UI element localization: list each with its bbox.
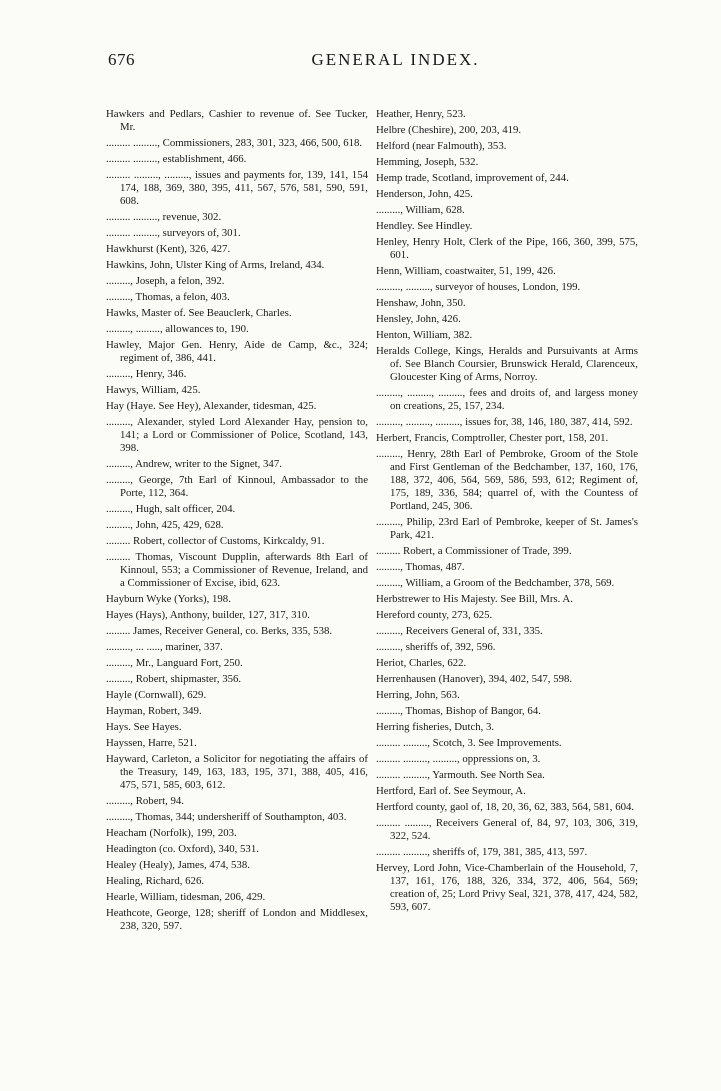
index-entry: Herbstrewer to His Majesty. See Bill, Mrs. A. [376,593,573,605]
index-entry: Hawks, Master of. See Beauclerk, Charles. [106,307,292,319]
index-entry: ......... ........., Yarmouth. See North Sea. [376,769,545,781]
index-entry: Hayes (Hays), Anthony, builder, 127, 317, 310. [106,609,310,621]
index-entry: Henn, William, coastwaiter, 51, 199, 426. [376,265,556,277]
index-entry: Hawkins, John, Ulster King of Arms, Ireland, 434. [106,259,325,271]
index-entry: Hawys, William, 425. [106,384,201,396]
index-entry: ........., Andrew, writer to the Signet, 347. [106,458,282,470]
index-entry: Healey (Healy), James, 474, 538. [106,859,250,871]
index-entry: Hay (Haye. See Hey), Alexander, tidesman, 425. [106,400,317,412]
index-entry: ........., Thomas, 487. [376,561,465,573]
index-entry: ........., Robert, 94. [106,795,184,807]
index-entry: ........., ........., ........., fees and droits of, and largess money on creations, 25, 157, 234. [376,387,638,412]
index-entry: ........., George, 7th Earl of Kinnoul, Ambassador to the Porte, 112, 364. [106,474,368,499]
index-entry: Hayle (Cornwall), 629. [106,689,207,701]
index-entry: Hemp trade, Scotland, improvement of, 244. [376,172,569,184]
index-entry: Henley, Henry Holt, Clerk of the Pipe, 166, 360, 399, 575, 601. [376,236,638,261]
index-entry: ........., Philip, 23rd Earl of Pembroke, keeper of St. James's Park, 421. [376,516,638,541]
index-entry: Herring fisheries, Dutch, 3. [376,721,495,733]
index-entry: Hayward, Carleton, a Solicitor for negotiating the affairs of the Treasury, 149, 163, 183, 195, 371, 388, 405, 416, 475, 571, 585, 603, 612. [106,753,368,791]
index-entry: Hensley, John, 426. [376,313,461,325]
index-entry: ......... Robert, collector of Customs, Kirkcaldy, 91. [106,535,325,547]
index-entry: ........., ........., surveyor of houses, London, 199. [376,281,581,293]
index-entry: ......... ........., sheriffs of, 179, 381, 385, 413, 597. [376,846,588,858]
index-entry: Henderson, John, 425. [376,188,473,200]
running-head: GENERAL INDEX. [311,50,480,69]
index-entry: ........., Thomas, 344; undersheriff of Southampton, 403. [106,811,347,823]
index-entry: ........., Hugh, salt officer, 204. [106,503,236,515]
index-entry: Hendley. See Hindley. [376,220,473,232]
index-entry: Hertford, Earl of. See Seymour, A. [376,785,526,797]
index-entry: ......... Robert, a Commissioner of Trade, 399. [376,545,572,557]
index-entry: ........., ... ....., mariner, 337. [106,641,223,653]
index-entry: ......... ........., Commissioners, 283, 301, 323, 466, 500, 618. [106,137,363,149]
index-entry: ........., sheriffs of, 392, 596. [376,641,496,653]
index-entry: ........., Robert, shipmaster, 356. [106,673,242,685]
index-entry: ........., Mr., Languard Fort, 250. [106,657,243,669]
index-entry: Heriot, Charles, 622. [376,657,467,669]
index-entry: Hearle, William, tidesman, 206, 429. [106,891,266,903]
index-entry: Hays. See Hayes. [106,721,182,733]
index-entry: ......... ........., Scotch, 3. See Improvements. [376,737,562,749]
index-entry: Hawkers and Pedlars, Cashier to revenue of. See Tucker, Mr. [106,108,368,133]
index-entry: Heather, Henry, 523. [376,108,466,120]
index-entry: Heralds College, Kings, Heralds and Pursuivants at Arms of. See Blanch Coursier, Brunswick Herald, Clarenceux, Gloucester King of Arms, Norroy. [376,345,638,383]
index-entry: Hawley, Major Gen. Henry, Aide de Camp, &c., 324; regiment of, 386, 441. [106,339,368,364]
index-entry: ........., Joseph, a felon, 392. [106,275,225,287]
index-entry: ........., Thomas, a felon, 403. [106,291,230,303]
index-entry: ........., William, 628. [376,204,465,216]
index-column-right [376,108,638,917]
index-entry: Helbre (Cheshire), 200, 203, 419. [376,124,522,136]
index-entry: Heathcote, George, 128; sheriff of London and Middlesex, 238, 320, 597. [106,907,368,932]
index-entry: ........., Henry, 346. [106,368,187,380]
index-entry: Hereford county, 273, 625. [376,609,493,621]
index-entry: Hervey, Lord John, Vice-Chamberlain of the Household, 7, 137, 161, 176, 188, 326, 334, 372, 406, 564, 569; creation of, 25; Lord Privy Seal, 321, 378, 417, 424, 582, 593, 607. [376,862,638,913]
index-entry: ........., Receivers General of, 331, 335. [376,625,543,637]
index-entry: Heacham (Norfolk), 199, 203. [106,827,237,839]
index-entry: ......... Thomas, Viscount Dupplin, afterwards 8th Earl of Kinnoul, 553; a Commissioner of Revenue, Ireland, and a Commissioner of Excise, ibid, 623. [106,551,368,589]
index-entry: Hayburn Wyke (Yorks), 198. [106,593,231,605]
index-entry: Herring, John, 563. [376,689,460,701]
index-entry: ......... ........., ........., oppressions on, 3. [376,753,541,765]
index-entry: Hemming, Joseph, 532. [376,156,479,168]
index-entry: Herrenhausen (Hanover), 394, 402, 547, 598. [376,673,573,685]
index-entry: ........., John, 425, 429, 628. [106,519,224,531]
index-entry: ........., William, a Groom of the Bedchamber, 378, 569. [376,577,615,589]
index-entry: Herbert, Francis, Comptroller, Chester port, 158, 201. [376,432,609,444]
index-entry: ......... James, Receiver General, co. Berks, 335, 538. [106,625,333,637]
index-entry: ......... ........., establishment, 466. [106,153,247,165]
index-entry: ......... ........., Receivers General of, 84, 97, 103, 306, 319, 322, 524. [376,817,638,842]
index-entry: Hayman, Robert, 349. [106,705,202,717]
index-entry: ......... ........., ........., issues and payments for, 139, 141, 154 174, 188, 369, 380, 395, 411, 567, 576, 581, 590, 591, 608. [106,169,368,207]
index-entry: ......... ........., revenue, 302. [106,211,222,223]
index-entry: Healing, Richard, 626. [106,875,205,887]
page-header [108,50,683,76]
index-column-left [106,108,368,936]
index-entry: ........., Alexander, styled Lord Alexander Hay, pension to, 141; a Lord or Commissioner of Police, Scotland, 143, 398. [106,416,368,454]
index-entry: ......... ........., surveyors of, 301. [106,227,241,239]
index-entry: ........., ........., ........., issues for, 38, 146, 180, 387, 414, 592. [376,416,633,428]
index-entry: ........., Thomas, Bishop of Bangor, 64. [376,705,541,717]
index-entry: Hayssen, Harre, 521. [106,737,197,749]
index-entry: Helford (near Falmouth), 353. [376,140,507,152]
index-entry: ........., Henry, 28th Earl of Pembroke, Groom of the Stole and First Gentleman of the Bedchamber, 137, 160, 176, 188, 372, 406, 564, 569, 586, 593, 612; Regiment of, 175, 189, 336, 584; quarrel of, with the Countess of Portland, 245, 306. [376,448,638,512]
index-entry: ........., ........., allowances to, 190. [106,323,249,335]
index-entry: Hawkhurst (Kent), 326, 427. [106,243,231,255]
page-number: 676 [108,50,135,69]
index-entry: Henshaw, John, 350. [376,297,466,309]
index-entry: Hertford county, gaol of, 18, 20, 36, 62, 383, 564, 581, 604. [376,801,635,813]
index-entry: Headington (co. Oxford), 340, 531. [106,843,259,855]
index-entry: Henton, William, 382. [376,329,473,341]
